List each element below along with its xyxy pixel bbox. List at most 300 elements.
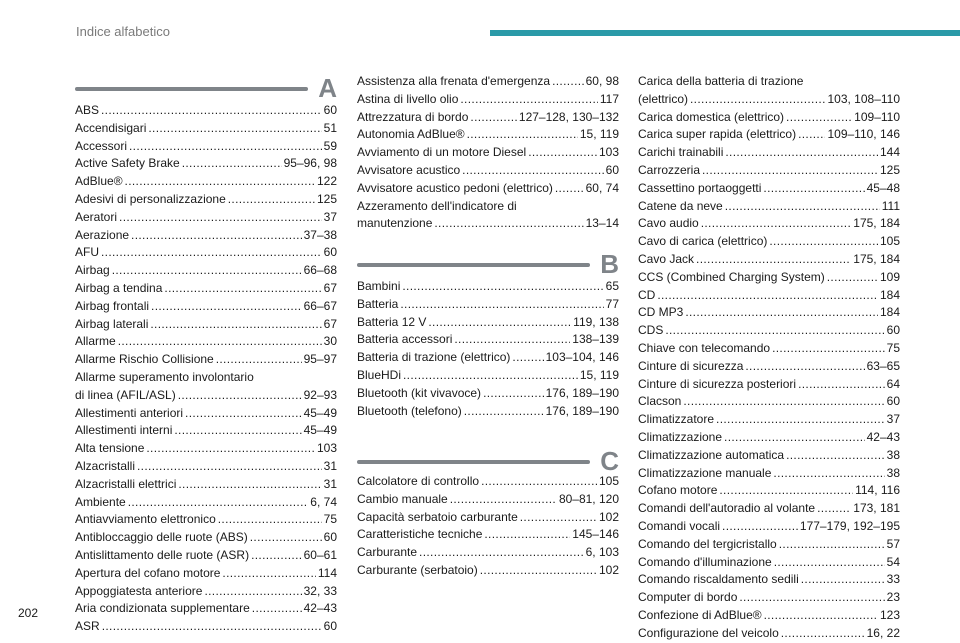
entry-pages: 37 bbox=[323, 209, 337, 224]
dot-leader bbox=[801, 571, 885, 589]
dot-leader bbox=[773, 465, 884, 483]
index-entry bbox=[75, 173, 337, 191]
entry-pages: 103 bbox=[316, 441, 337, 456]
entry-term: Cofano motore bbox=[638, 483, 718, 498]
dot-leader bbox=[696, 251, 851, 269]
index-entry bbox=[75, 476, 337, 494]
letter-rule bbox=[75, 87, 308, 91]
entry-term: Comandi dell'autoradio al volante bbox=[638, 501, 816, 516]
entry-term: Accessori bbox=[75, 138, 128, 153]
entry-pages: 117 bbox=[599, 91, 619, 106]
index-entry bbox=[638, 482, 900, 500]
entry-pages: 103, 108–110 bbox=[827, 91, 900, 106]
index-entry bbox=[357, 349, 619, 367]
index-entry bbox=[638, 589, 900, 607]
index-entry bbox=[75, 440, 337, 458]
entry-term: Airbag bbox=[75, 263, 110, 278]
index-entry bbox=[75, 600, 337, 618]
index-entry bbox=[75, 494, 337, 512]
entry-pages: 114, 116 bbox=[855, 483, 900, 498]
dot-leader bbox=[657, 287, 878, 305]
index-entry bbox=[357, 180, 619, 198]
entry-pages: 109–110 bbox=[854, 109, 900, 124]
index-entry bbox=[357, 314, 619, 332]
entry-pages: 105 bbox=[598, 474, 619, 488]
entry-pages: 54 bbox=[886, 554, 900, 569]
entry-term: CDS bbox=[638, 323, 664, 338]
dot-leader bbox=[665, 322, 884, 340]
entry-pages: 23 bbox=[886, 590, 900, 605]
entries-c bbox=[357, 473, 619, 580]
entry-term: Carrozzeria bbox=[638, 162, 701, 177]
index-entry bbox=[75, 387, 337, 405]
entry-term: Avvisatore acustico bbox=[357, 162, 461, 177]
index-entry bbox=[75, 191, 337, 209]
index-entry bbox=[357, 367, 619, 385]
entry-pages: 60 bbox=[886, 394, 900, 409]
entry-pages: 13–14 bbox=[585, 216, 619, 231]
index-entry bbox=[75, 262, 337, 280]
entry-pages: 95–96, 98 bbox=[283, 156, 337, 171]
dot-leader bbox=[450, 491, 557, 509]
dot-leader bbox=[725, 198, 880, 216]
dot-leader bbox=[555, 180, 584, 198]
entry-pages: 60 bbox=[605, 162, 619, 177]
dot-leader bbox=[774, 554, 885, 572]
dot-leader bbox=[470, 109, 516, 127]
entry-term: Calcolatore di controllo bbox=[357, 474, 480, 488]
index-entry bbox=[357, 296, 619, 314]
entry-term: Climatizzazione automatica bbox=[638, 447, 785, 462]
entry-pages: 45–49 bbox=[303, 405, 337, 420]
index-entry bbox=[357, 162, 619, 180]
entry-pages: 175, 184 bbox=[853, 216, 900, 231]
letter-b: B bbox=[600, 249, 619, 279]
index-entry bbox=[75, 618, 337, 636]
index-entry bbox=[638, 518, 900, 536]
index-entry bbox=[75, 120, 337, 138]
dot-leader bbox=[786, 447, 885, 465]
entry-term: Allarme bbox=[75, 334, 116, 349]
index-entry bbox=[75, 458, 337, 476]
dot-leader bbox=[467, 126, 578, 144]
dot-leader bbox=[185, 405, 302, 423]
index-entry bbox=[75, 565, 337, 583]
entry-term: Comando del tergicristallo bbox=[638, 536, 777, 551]
entry-pages: 60 bbox=[323, 103, 337, 117]
index-entry bbox=[638, 358, 900, 376]
dot-leader bbox=[481, 473, 597, 491]
entry-term: Carica super rapida (elettrico) bbox=[638, 127, 797, 142]
entry-term: Autonomia AdBlue® bbox=[357, 127, 465, 142]
dot-leader bbox=[174, 422, 301, 440]
index-entry bbox=[75, 422, 337, 440]
entry-pages: 16, 22 bbox=[866, 625, 900, 640]
dot-leader bbox=[685, 304, 878, 322]
dot-leader bbox=[119, 209, 322, 227]
index-entry bbox=[357, 109, 619, 127]
entry-pages: 176, 189–190 bbox=[545, 385, 619, 400]
entry-term: Carica domestica (elettrico) bbox=[638, 109, 785, 124]
index-entry bbox=[357, 278, 619, 296]
entry-term: AdBlue® bbox=[75, 174, 123, 189]
letter-heading-a bbox=[75, 73, 337, 104]
entry-pages: 175, 184 bbox=[853, 251, 900, 266]
entry-pages: 144 bbox=[879, 145, 900, 160]
entry-term: Clacson bbox=[638, 394, 682, 409]
entry-pages: 66–68 bbox=[303, 263, 337, 278]
entry-pages: 31 bbox=[323, 458, 337, 473]
index-entry bbox=[638, 215, 900, 233]
entry-term: Airbag a tendina bbox=[75, 280, 163, 295]
entry-pages: 103 bbox=[598, 145, 619, 160]
dot-leader bbox=[112, 262, 302, 280]
index-entry bbox=[638, 251, 900, 269]
entry-term: Alzacristalli bbox=[75, 458, 136, 473]
entry-term: Batteria bbox=[357, 296, 399, 311]
index-entry bbox=[638, 198, 900, 216]
entry-pages: 119, 138 bbox=[573, 314, 619, 329]
entry-term: Bambini bbox=[357, 279, 401, 293]
index-entry bbox=[75, 298, 337, 316]
entry-term: Alta tensione bbox=[75, 441, 145, 456]
entry-pages: 111 bbox=[881, 198, 900, 213]
entry-term: Bluetooth (telefono) bbox=[357, 403, 462, 418]
index-entry bbox=[75, 547, 337, 565]
entry-term: Comando riscaldamento sedili bbox=[638, 572, 799, 587]
index-entry bbox=[75, 316, 337, 334]
dot-leader bbox=[772, 340, 885, 358]
entry-term: Cinture di sicurezza posteriori bbox=[638, 376, 797, 391]
entry-term: Antibloccaggio delle ruote (ABS) bbox=[75, 530, 248, 545]
entry-pages: 75 bbox=[886, 340, 900, 355]
dot-leader bbox=[739, 589, 884, 607]
dot-leader bbox=[146, 440, 315, 458]
entry-pages: 32, 33 bbox=[303, 583, 337, 598]
index-entry bbox=[638, 126, 900, 144]
entry-term: Cavo audio bbox=[638, 216, 699, 231]
dot-leader bbox=[218, 511, 322, 529]
dot-leader bbox=[701, 215, 852, 233]
entry-term: Aria condizionata supplementare bbox=[75, 601, 250, 616]
entry-term: Caratteristiche tecniche bbox=[357, 527, 483, 542]
entry-pages: 15, 119 bbox=[579, 127, 619, 142]
dot-leader bbox=[137, 458, 322, 476]
entry-term: Comando d'illuminazione bbox=[638, 554, 772, 569]
dot-leader bbox=[101, 102, 322, 120]
index-entry bbox=[638, 91, 900, 109]
letter-c: C bbox=[600, 446, 619, 476]
entry-term: Accendisigari bbox=[75, 120, 147, 135]
entry-pages: 65 bbox=[605, 279, 619, 293]
dot-leader bbox=[118, 333, 322, 351]
entry-pages: 60, 74 bbox=[585, 180, 619, 195]
dot-leader bbox=[683, 393, 884, 411]
dot-leader bbox=[764, 607, 878, 625]
dot-leader bbox=[484, 526, 570, 544]
entry-term: Comandi vocali bbox=[638, 518, 721, 533]
index-entry bbox=[75, 227, 337, 245]
dot-leader bbox=[716, 411, 885, 429]
entry-term: Allestimenti anteriori bbox=[75, 405, 184, 420]
dot-leader bbox=[454, 331, 570, 349]
entry-term: Appoggiatesta anteriore bbox=[75, 583, 203, 598]
entry-pages: 42–43 bbox=[303, 601, 337, 616]
dot-leader bbox=[148, 120, 321, 138]
entry-term: Attrezzatura di bordo bbox=[357, 109, 469, 124]
index-entry-line: Azzeramento dell'indicatore di bbox=[357, 198, 517, 213]
letter-heading-b bbox=[357, 249, 619, 280]
index-entry-line: Allarme superamento involontario bbox=[75, 369, 254, 384]
dot-leader bbox=[128, 494, 309, 512]
entry-pages: 125 bbox=[879, 162, 900, 177]
dot-leader bbox=[460, 91, 597, 109]
entry-pages: 102 bbox=[598, 562, 619, 577]
entry-pages: 123 bbox=[879, 607, 900, 622]
section-header-title: Indice alfabetico bbox=[76, 24, 170, 39]
dot-leader bbox=[480, 562, 597, 580]
index-entry bbox=[357, 491, 619, 509]
dot-leader bbox=[725, 144, 878, 162]
entry-pages: 37–38 bbox=[303, 227, 337, 242]
dot-leader bbox=[763, 180, 864, 198]
dot-leader bbox=[102, 618, 322, 636]
index-entry bbox=[638, 233, 900, 251]
entry-term: CD MP3 bbox=[638, 305, 684, 320]
entry-pages: 60 bbox=[886, 323, 900, 338]
index-entry bbox=[638, 500, 900, 518]
entry-pages: 66–67 bbox=[303, 298, 337, 313]
entry-pages: 173, 181 bbox=[853, 501, 900, 516]
entry-pages: 45–48 bbox=[866, 180, 900, 195]
entry-term: Allestimenti interni bbox=[75, 423, 173, 438]
entry-pages: 127–128, 130–132 bbox=[518, 109, 619, 124]
entry-term: Aeratori bbox=[75, 209, 118, 224]
dot-leader bbox=[129, 138, 322, 156]
entry-term: Cambio manuale bbox=[357, 491, 448, 506]
entry-pages: 114 bbox=[317, 565, 337, 580]
entry-pages: 31 bbox=[323, 476, 337, 491]
index-entry bbox=[638, 411, 900, 429]
index-entry bbox=[638, 429, 900, 447]
entry-term: Bluetooth (kit vivavoce) bbox=[357, 385, 482, 400]
index-entry bbox=[357, 544, 619, 562]
index-entry bbox=[638, 465, 900, 483]
entries-a-continued bbox=[357, 73, 619, 233]
dot-leader bbox=[462, 162, 603, 180]
dot-leader bbox=[150, 316, 321, 334]
letter-rule bbox=[357, 263, 590, 267]
dot-leader bbox=[528, 144, 597, 162]
entry-term: Climatizzazione bbox=[638, 429, 723, 444]
entry-pages: 77 bbox=[605, 296, 619, 311]
index-entry bbox=[357, 215, 619, 233]
dot-leader bbox=[817, 500, 851, 518]
entry-term: Carichi trainabili bbox=[638, 145, 724, 160]
index-entry bbox=[75, 280, 337, 298]
entry-pages: 60 bbox=[323, 619, 337, 634]
dot-leader bbox=[520, 509, 597, 527]
page-number: 202 bbox=[18, 606, 39, 620]
entry-term: Computer di bordo bbox=[638, 590, 738, 605]
dot-leader bbox=[178, 387, 302, 405]
letter-rule bbox=[357, 460, 590, 464]
dot-leader bbox=[182, 155, 282, 173]
dot-leader bbox=[403, 367, 578, 385]
dot-leader bbox=[252, 600, 302, 618]
entry-term: Batteria di trazione (elettrico) bbox=[357, 350, 511, 365]
entry-term: CCS (Combined Charging System) bbox=[638, 269, 825, 284]
index-entry bbox=[638, 304, 900, 322]
dot-leader bbox=[827, 269, 878, 287]
entry-term: Catene da neve bbox=[638, 198, 723, 213]
entry-pages: 67 bbox=[323, 280, 337, 295]
index-entry bbox=[357, 509, 619, 527]
entry-pages: 15, 119 bbox=[579, 367, 619, 382]
entry-term: AFU bbox=[75, 245, 99, 260]
entry-term: Aerazione bbox=[75, 227, 130, 242]
dot-leader bbox=[400, 296, 603, 314]
index-entry bbox=[357, 331, 619, 349]
entry-pages: 59 bbox=[323, 138, 337, 153]
entry-pages: 145–146 bbox=[572, 527, 619, 542]
dot-leader bbox=[719, 482, 853, 500]
entry-pages: 6, 103 bbox=[585, 545, 619, 560]
entry-term: Assistenza alla frenata d'emergenza bbox=[357, 74, 551, 88]
dot-leader bbox=[786, 109, 852, 127]
entry-term: Confezione di AdBlue® bbox=[638, 607, 762, 622]
dot-leader bbox=[101, 244, 322, 262]
entry-term: Avviamento di un motore Diesel bbox=[357, 145, 527, 160]
dot-leader bbox=[434, 215, 583, 233]
dot-leader bbox=[464, 403, 544, 421]
entry-pages: 60–61 bbox=[303, 547, 337, 562]
index-entry bbox=[357, 526, 619, 544]
entry-term: Chiave con telecomando bbox=[638, 340, 771, 355]
dot-leader bbox=[228, 191, 315, 209]
entry-term: Configurazione del veicolo bbox=[638, 625, 779, 640]
index-entry bbox=[357, 473, 619, 491]
entry-term: Antiavviamento elettronico bbox=[75, 512, 216, 527]
entry-pages: 92–93 bbox=[303, 387, 337, 402]
dot-leader bbox=[483, 385, 544, 403]
entry-pages: 30 bbox=[323, 334, 337, 349]
entry-term: Airbag frontali bbox=[75, 298, 150, 313]
entry-pages: 60, 98 bbox=[585, 74, 619, 88]
index-entry bbox=[75, 138, 337, 156]
index-entry bbox=[75, 102, 337, 120]
entry-term: Apertura del cofano motore bbox=[75, 565, 221, 580]
entry-term: Allarme Rischio Collisione bbox=[75, 352, 214, 367]
index-entry bbox=[357, 126, 619, 144]
index-entry bbox=[75, 155, 337, 173]
index-entry bbox=[357, 91, 619, 109]
dot-leader bbox=[769, 233, 878, 251]
index-entry bbox=[75, 244, 337, 262]
index-entry bbox=[75, 583, 337, 601]
entry-pages: 95–97 bbox=[303, 352, 337, 367]
dot-leader bbox=[419, 544, 584, 562]
dot-leader bbox=[702, 162, 878, 180]
index-entry bbox=[638, 269, 900, 287]
entry-pages: 63–65 bbox=[866, 358, 900, 373]
entry-term: Batteria 12 V bbox=[357, 314, 427, 329]
dot-leader bbox=[512, 349, 543, 367]
entry-pages: 6, 74 bbox=[310, 494, 337, 509]
entry-pages: 75 bbox=[323, 512, 337, 527]
letter-a: A bbox=[318, 73, 337, 103]
dot-leader bbox=[402, 278, 603, 296]
index-entry bbox=[638, 109, 900, 127]
entry-term: Cavo di carica (elettrico) bbox=[638, 234, 768, 249]
dot-leader bbox=[722, 518, 798, 536]
index-entry bbox=[75, 209, 337, 227]
index-entry bbox=[638, 376, 900, 394]
index-entry bbox=[357, 562, 619, 580]
index-entry bbox=[75, 351, 337, 369]
index-entry bbox=[75, 511, 337, 529]
entry-pages: 67 bbox=[323, 316, 337, 331]
index-entry bbox=[357, 385, 619, 403]
entry-term: Cinture di sicurezza bbox=[638, 358, 744, 373]
entry-pages: 176, 189–190 bbox=[545, 403, 619, 418]
entry-term: Astina di livello olio bbox=[357, 91, 459, 106]
dot-leader bbox=[724, 429, 865, 447]
dot-leader bbox=[798, 126, 825, 144]
entry-term: CD bbox=[638, 287, 656, 302]
entry-pages: 184 bbox=[879, 305, 900, 320]
entry-pages: 125 bbox=[316, 191, 337, 206]
entry-term: Carburante (serbatoio) bbox=[357, 562, 478, 577]
entry-pages: 103–104, 146 bbox=[545, 350, 619, 365]
entry-term: Ambiente bbox=[75, 494, 126, 509]
entry-term: ASR bbox=[75, 619, 100, 634]
entry-term: Cavo Jack bbox=[638, 251, 695, 266]
entry-term: BlueHDi bbox=[357, 367, 402, 382]
entry-term: Active Safety Brake bbox=[75, 156, 180, 171]
dot-leader bbox=[131, 227, 302, 245]
entry-pages: 60 bbox=[323, 245, 337, 260]
entry-pages: 80–81, 120 bbox=[558, 491, 619, 506]
dot-leader bbox=[552, 73, 584, 91]
index-entry bbox=[638, 447, 900, 465]
index-entry bbox=[357, 403, 619, 421]
entry-pages: 60 bbox=[323, 530, 337, 545]
dot-leader bbox=[428, 314, 571, 332]
dot-leader bbox=[745, 358, 864, 376]
entry-term: Capacità serbatoio carburante bbox=[357, 509, 518, 524]
entry-pages: 102 bbox=[598, 509, 619, 524]
dot-leader bbox=[798, 376, 885, 394]
index-entry bbox=[638, 554, 900, 572]
index-entry bbox=[638, 571, 900, 589]
index-entry bbox=[75, 333, 337, 351]
dot-leader bbox=[779, 536, 885, 554]
index-entry bbox=[638, 607, 900, 625]
entry-pages: 42–43 bbox=[866, 429, 900, 444]
entry-pages: 177–179, 192–195 bbox=[799, 518, 900, 533]
entry-term: Avvisatore acustico pedoni (elettrico) bbox=[357, 180, 553, 195]
entry-pages: 51 bbox=[323, 120, 337, 135]
index-entry bbox=[357, 73, 619, 91]
entry-pages: 45–49 bbox=[303, 423, 337, 438]
entries-a bbox=[75, 102, 337, 636]
entry-term: Airbag laterali bbox=[75, 316, 149, 331]
dot-leader bbox=[250, 529, 322, 547]
dot-leader bbox=[204, 583, 301, 601]
dot-leader bbox=[251, 547, 302, 565]
dot-leader bbox=[690, 91, 825, 109]
